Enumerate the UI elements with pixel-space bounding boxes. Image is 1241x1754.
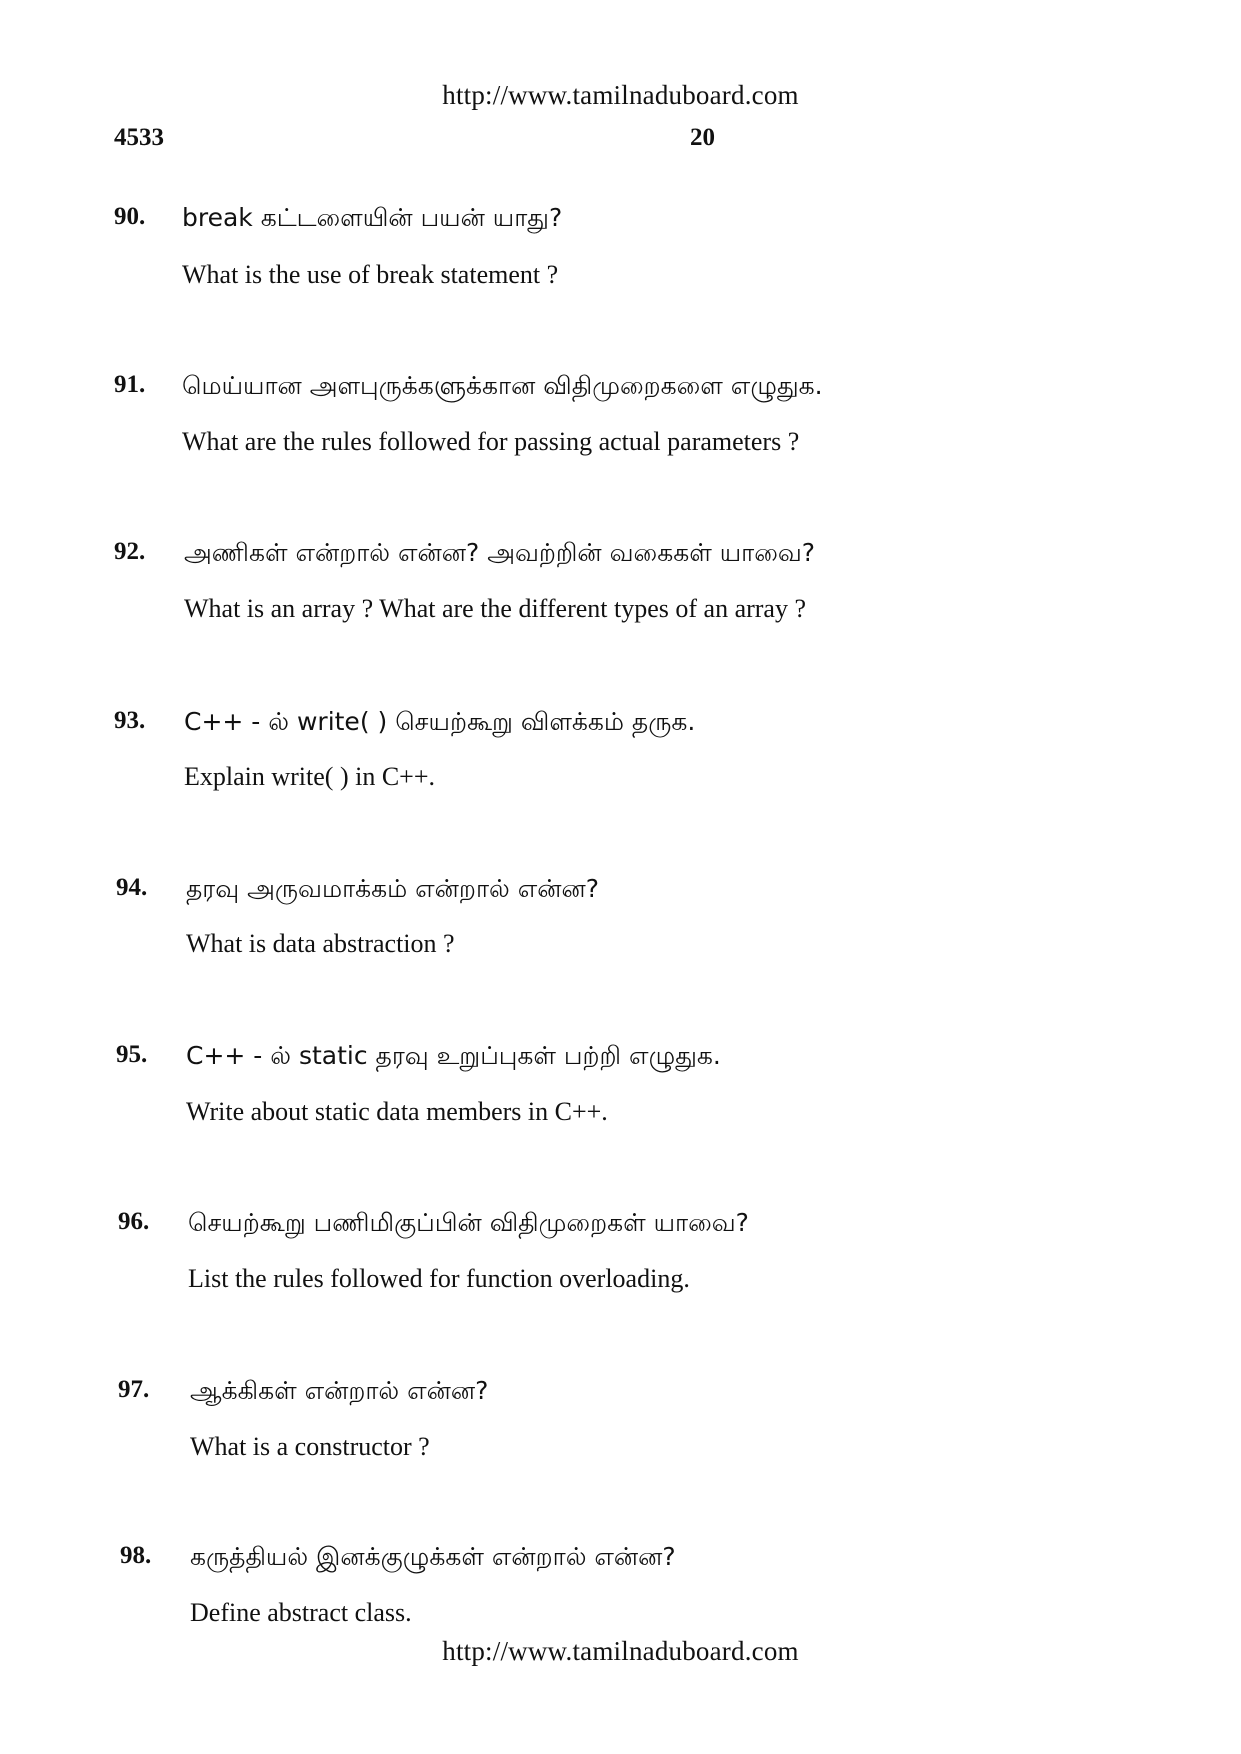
question-english: Define abstract class. <box>190 1598 412 1627</box>
question-english: What are the rules followed for passing actual parameters ? <box>182 427 800 456</box>
question-number: 98. <box>120 1542 152 1569</box>
question-english: What is an array ? What are the different types of an array ? <box>184 594 807 623</box>
question-number: 95. <box>116 1041 148 1068</box>
question-number: 94. <box>116 874 148 901</box>
question-english: What is the use of break statement ? <box>182 260 559 289</box>
question-english: What is data abstraction ? <box>186 929 455 958</box>
question-english: What is a constructor ? <box>190 1432 430 1461</box>
question-tamil: C++ - ல் static தரவு உறுப்புகள் பற்றி எழுதுக. <box>186 1041 721 1070</box>
paper-code: 4533 <box>114 124 164 151</box>
question-tamil: break கட்டளையின் பயன் யாது? <box>182 203 563 232</box>
question-number: 97. <box>118 1376 150 1403</box>
question-english: Explain write( ) in C++. <box>184 762 435 791</box>
question-tamil: கருத்தியல் இனக்குழுக்கள் என்றால் என்ன? <box>190 1542 676 1571</box>
page-number: 20 <box>690 124 715 151</box>
question-number: 91. <box>114 371 146 398</box>
footer-url: http://www.tamilnaduboard.com <box>442 1636 799 1666</box>
question-english: List the rules followed for function overloading. <box>188 1264 690 1293</box>
question-number: 96. <box>118 1208 150 1235</box>
question-tamil: தரவு அருவமாக்கம் என்றால் என்ன? <box>186 874 599 903</box>
question-number: 93. <box>114 707 146 734</box>
question-english: Write about static data members in C++. <box>186 1097 608 1126</box>
question-tamil: செயற்கூறு பணிமிகுப்பின் விதிமுறைகள் யாவை? <box>188 1208 749 1237</box>
question-tamil: C++ - ல் write( ) செயற்கூறு விளக்கம் தருக. <box>184 707 696 736</box>
question-tamil: அணிகள் என்றால் என்ன? அவற்றின் வகைகள் யாவை? <box>184 538 816 567</box>
question-number: 92. <box>114 538 146 565</box>
header-url: http://www.tamilnaduboard.com <box>442 80 799 110</box>
question-tamil: ஆக்கிகள் என்றால் என்ன? <box>190 1376 489 1405</box>
question-tamil: மெய்யான அளபுருக்களுக்கான விதிமுறைகளை எழுதுக. <box>182 371 823 400</box>
question-number: 90. <box>114 203 146 230</box>
